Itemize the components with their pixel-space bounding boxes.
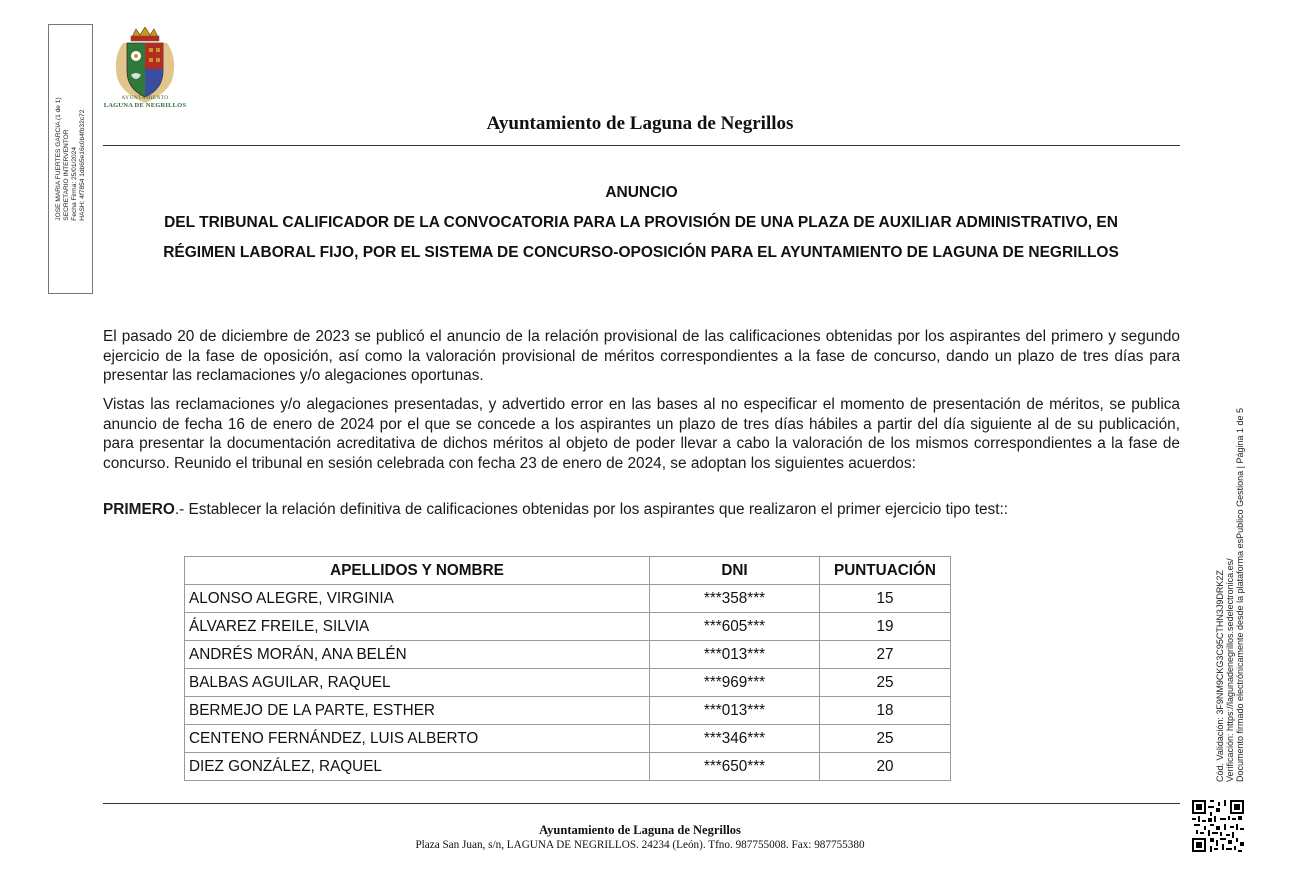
cell-dni: ***358*** (650, 585, 820, 613)
cell-name: CENTENO FERNÁNDEZ, LUIS ALBERTO (185, 725, 650, 753)
cell-dni: ***605*** (650, 613, 820, 641)
cell-score: 15 (820, 585, 951, 613)
cell-name: ANDRÉS MORÁN, ANA BELÉN (185, 641, 650, 669)
table-row (185, 697, 951, 725)
cell-name: ALONSO ALEGRE, VIRGINIA (185, 585, 650, 613)
results-table (184, 556, 951, 781)
cell-name: DIEZ GONZÁLEZ, RAQUEL (185, 753, 650, 781)
signature-line-4: HASH: 4f7854 1db65e16c0b4fb32c72 (78, 109, 86, 221)
signature-line-1: JOSE MARIA FUERTES GARCIA (1 de 1) (54, 97, 62, 221)
cell-name: BERMEJO DE LA PARTE, ESTHER (185, 697, 650, 725)
cell-dni: ***013*** (650, 697, 820, 725)
qr-code-icon[interactable] (1192, 800, 1244, 852)
table-row (185, 585, 951, 613)
table-row (185, 725, 951, 753)
table-row (185, 641, 951, 669)
footer-name: Ayuntamiento de Laguna de Negrillos (539, 823, 741, 837)
header-rule (103, 145, 1180, 146)
anuncio-title: ANUNCIO (605, 184, 678, 201)
cell-dni: ***346*** (650, 725, 820, 753)
signature-text (55, 97, 87, 220)
header-name: APELLIDOS Y NOMBRE (185, 557, 650, 585)
paragraph-1: El pasado 20 de diciembre de 2023 se publicó el anuncio de la relación provisional de las calificaciones obtenidas por los aspirantes del primero y segundo ejercicio de la fase de oposición, así como la valoración provisional de méritos correspondientes a la fase de concurso, dando un plazo de tres días para presentar las reclamaciones y/o alegaciones oportunas. (103, 328, 1180, 384)
cell-score: 20 (820, 753, 951, 781)
table-header-row (185, 557, 951, 585)
table-row (185, 753, 951, 781)
cell-score: 25 (820, 669, 951, 697)
paragraph-3-text: .- Establecer la relación definitiva de calificaciones obtenidas por los aspirantes que realizaron el primer ejercicio tipo test:: (174, 501, 1009, 518)
header-dni: DNI (650, 557, 820, 585)
cell-name: BALBAS AGUILAR, RAQUEL (185, 669, 650, 697)
footer-address: Plaza San Juan, s/n, LAGUNA DE NEGRILLOS. 24234 (León). Tfno. 987755008. Fax: 987755380 (415, 839, 865, 851)
cell-score: 27 (820, 641, 951, 669)
signature-stamp (48, 24, 93, 294)
header-score: PUNTUACIÓN (820, 557, 951, 585)
primero-label: PRIMERO (103, 501, 175, 518)
crest-caption-bottom: LAGUNA DE NEGRILLOS (103, 102, 187, 109)
anuncio-subtitle: DEL TRIBUNAL CALIFICADOR DE LA CONVOCATORIA PARA LA PROVISIÓN DE UNA PLAZA DE AUXILIAR ADMINISTRATIVO, EN RÉGIMEN LABORAL FIJO, POR EL SISTEMA DE CONCURSO-OPOSICIÓN PARA EL AYUNTAMIENTO DE LAGUNA DE NEGRILLOS (163, 214, 1119, 261)
signature-line-2: SECRETARIO INTERVENTOR (62, 129, 70, 221)
paragraph-2: Vistas las reclamaciones y/o alegaciones presentadas, y advertido error en las bases al no especificar el momento de presentación de méritos, se publica anuncio de fecha 16 de enero de 2024 por el que se concede a los aspirantes un plazo de tres días hábiles a partir del día siguiente al de su publicación, para presentar la documentación acreditativa de dichos méritos al objeto de poder llevar a cabo la valoración de los mismos correspondientes a la fase de concurso. Reunido el tribunal en sesión celebrada con fecha 23 de enero de 2024, se adoptan los siguientes acuerdos: (103, 396, 1180, 472)
validation-note: Documento firmado electrónicamente desde la plataforma esPublico Gestiona | Página 1 de 5 (1235, 407, 1245, 783)
cell-score: 19 (820, 613, 951, 641)
paragraph-3 (103, 500, 1180, 520)
cell-dni: ***650*** (650, 753, 820, 781)
validation-code: Cód. Validación: 3F9NM9CKG3C95CTHN3J9DRK2Z (1215, 570, 1225, 783)
header-title: Ayuntamiento de Laguna de Negrillos (486, 113, 794, 134)
footer-rule (103, 803, 1180, 804)
crest-caption-top: AYUNTAMIENTO (121, 95, 169, 101)
cell-dni: ***013*** (650, 641, 820, 669)
table-row (185, 613, 951, 641)
validation-url: Verificación: https://lagunadenegrillos.sedelectronica.es/ (1225, 558, 1235, 783)
table-row (185, 669, 951, 697)
validation-stamp (1208, 400, 1252, 790)
cell-name: ÁLVAREZ FREILE, SILVIA (185, 613, 650, 641)
signature-line-3: Fecha Firma: 25/01/2024 (70, 147, 78, 221)
cell-score: 25 (820, 725, 951, 753)
validation-text (1215, 408, 1245, 782)
cell-score: 18 (820, 697, 951, 725)
cell-dni: ***969*** (650, 669, 820, 697)
